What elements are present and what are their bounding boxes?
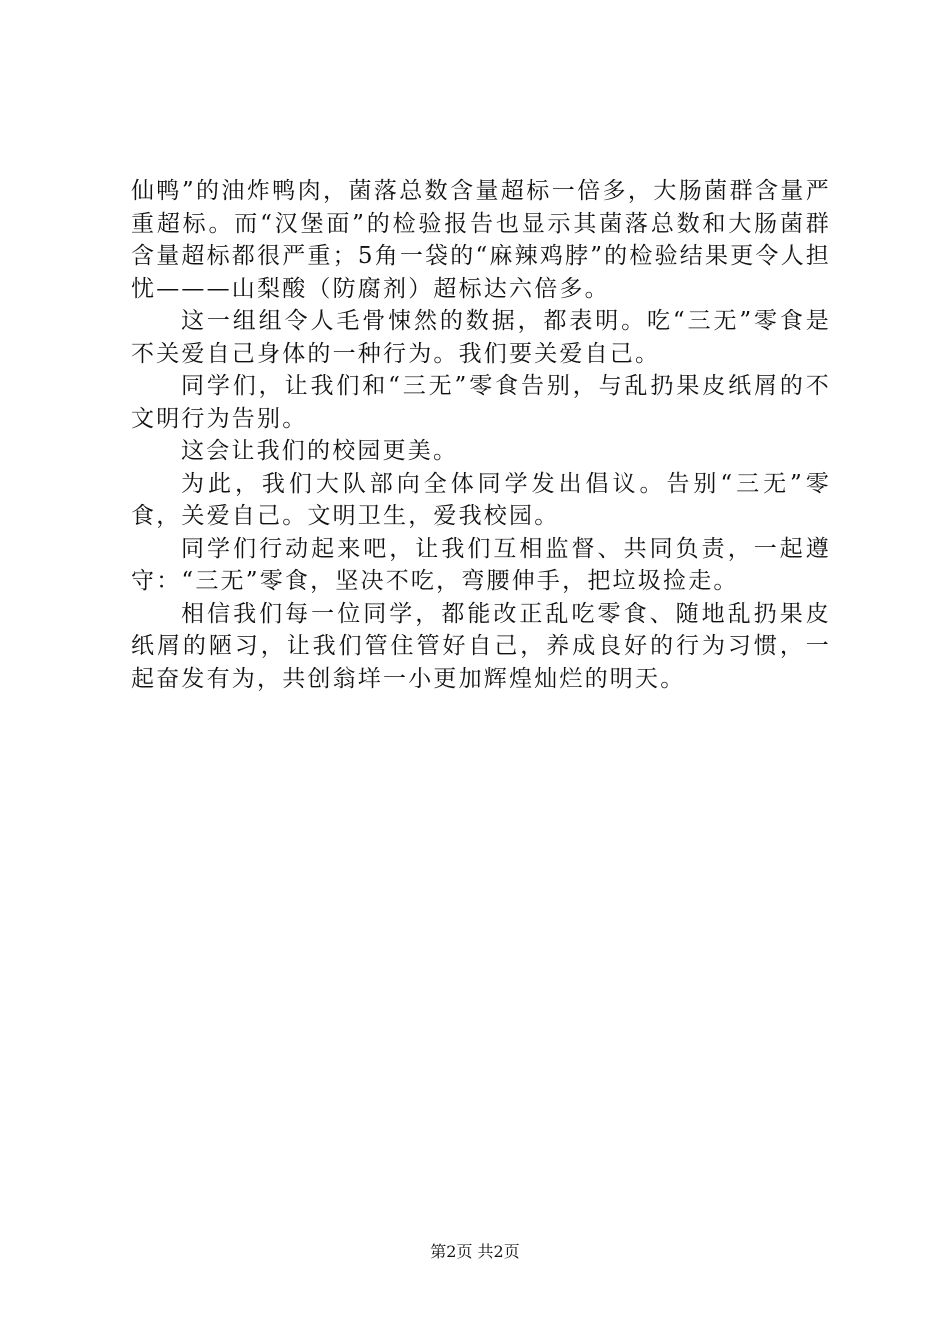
paragraph-3: 同学们，让我们和“三无”零食告别，与乱扔果皮纸屑的不文明行为告别。	[131, 373, 831, 432]
paragraph-5: 为此，我们大队部向全体同学发出倡议。告别“三无”零食，关爱自己。文明卫生，爱我校园。	[131, 470, 831, 529]
paragraph-2: 这一组组令人毛骨悚然的数据，都表明。吃“三无”零食是不关爱自己身体的一种行为。我们要关爱自己。	[131, 308, 831, 367]
paragraph-4: 这会让我们的校园更美。	[181, 438, 459, 464]
page-number-footer: 第2页 共2页	[430, 1242, 520, 1261]
paragraph-7: 相信我们每一位同学，都能改正乱吃零食、随地乱扔果皮纸屑的陋习，让我们管住管好自己，养成良好的行为习惯，一起奋发有为，共创翁垟一小更加辉煌灿烂的明天。	[131, 600, 831, 692]
paragraph-1: 仙鸭”的油炸鸭肉，菌落总数含量超标一倍多，大肠菌群含量严重超标。而“汉堡面”的检验报告也显示其菌落总数和大肠菌群含量超标都很严重；5角一袋的“麻辣鸡脖”的检验结果更令人担忧———山梨酸（防腐剂）超标达六倍多。	[131, 178, 831, 302]
document-body	[131, 175, 831, 695]
paragraph-6: 同学们行动起来吧，让我们互相监督、共同负责，一起遵守：“三无”零食，坚决不吃，弯腰伸手，把垃圾捡走。	[131, 535, 831, 594]
